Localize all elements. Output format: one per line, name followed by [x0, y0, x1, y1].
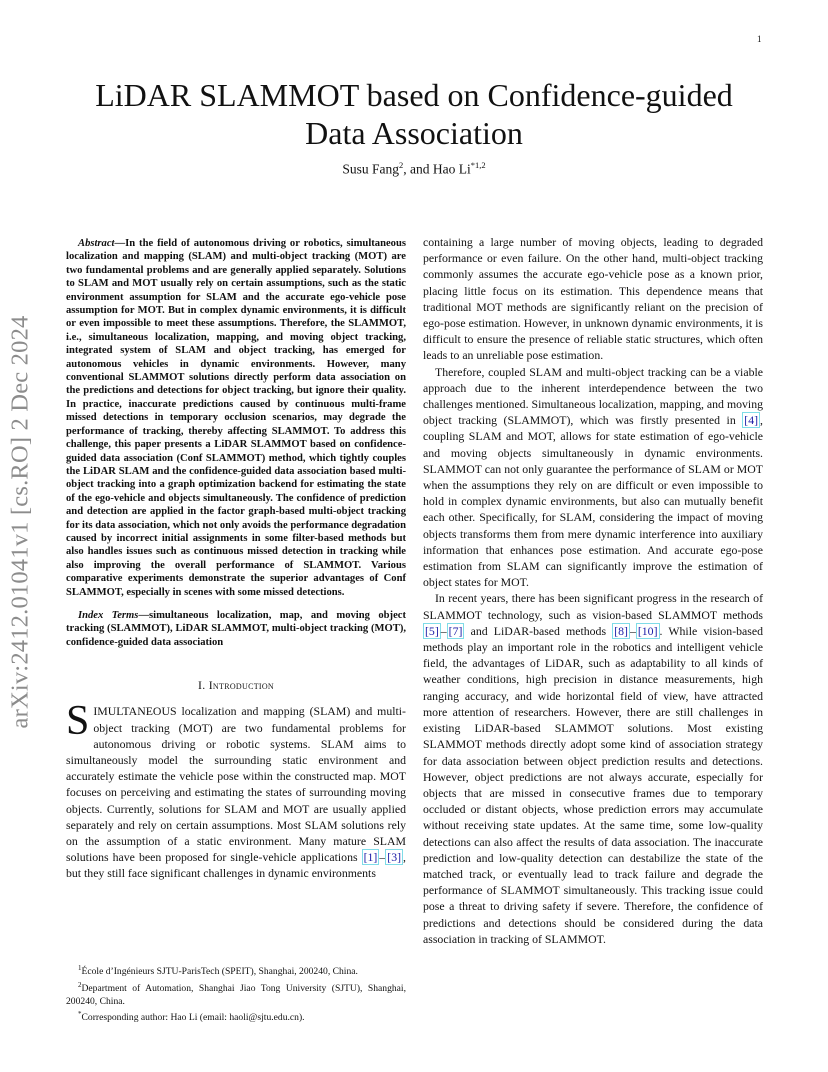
- footnote-3: [66, 1008, 406, 1025]
- arxiv-id-text: arXiv:2412.01041v1 [cs.RO] 2 Dec 2024: [6, 315, 34, 729]
- citation-range-dash: –: [379, 850, 386, 865]
- section-title: Introduction: [208, 678, 275, 693]
- para3-text-b: and LiDAR-based methods: [464, 623, 613, 638]
- footnotes: [66, 962, 406, 1025]
- left-column: [66, 237, 406, 882]
- para2-text-a: Therefore, coupled SLAM and multi-object tracking can be a viable approach due to the inherent interdependence between the two challenges mentioned. Simultaneous localization, mapping, and moving object tracking (SLAMMOT), which was firstly presented in: [423, 364, 763, 428]
- citation-link[interactable]: [8]: [614, 623, 628, 638]
- footnote-2-mark: 2: [78, 980, 82, 989]
- authors: [0, 160, 828, 178]
- author-1-affiliation: 2: [399, 160, 404, 170]
- title-line-1: LiDAR SLAMMOT based on Confidence-guided: [95, 77, 733, 113]
- title-line-2: Data Association: [305, 115, 523, 151]
- right-column: [423, 234, 763, 947]
- para3-text-a: In recent years, there has been significant progress in the research of SLAMMOT technology, such as vision-based SLAMMOT methods: [423, 591, 763, 622]
- footnote-2: [66, 979, 406, 1008]
- body-paragraph-continued: containing a large number of moving objects, leading to degraded performance or even failure. On the other hand, multi-object tracking commonly assumes the accurate ego-vehicle pose as a known prior, placing little focus on its estimation. This dependence means that traditional MOT methods are significantly reliant on the precision of ego-pose estimation. However, in unknown dynamic environments, it is difficult to ensure the presence of reliable static structures, which often leads to an unreliable pose estimation.: [423, 235, 763, 363]
- abstract: [66, 237, 406, 599]
- footnote-3-text: Corresponding author: Hao Li (email: haoli@sjtu.edu.cn).: [81, 1012, 305, 1024]
- abstract-text: —In the field of autonomous driving or robotics, simultaneous localization and mapping (SLAM) and multi-object tracking (MOT) are two fundamental problems and are generally applied separately. Solutions to SLAM and MOT usually rely on certain assumptions, such as the static environment assumption for SLAM and the accurate ego-vehicle pose assumption for MOT. But in complex dynamic environments, it is difficult or even impossible to meet these assumptions. Therefore, the SLAMMOT, i.e., simultaneous localization, mapping, and moving object tracking, integrated system of SLAM and object tracking, has emerged for autonomous vehicles in dynamic environments. However, many conventional SLAMMOT solutions directly perform data association on the predictions and detections for object tracking, but ignore their quality. In practice, inaccurate predictions caused by continuous multi-frame missed detections in temporary occlusion scenarios, may degrade the performance of tracking, thereby affecting SLAMMOT. To address this challenge, this paper presents a LiDAR SLAMMOT based on confidence-guided data association (Conf SLAMMOT) method, which tightly couples the LiDAR SLAM and the confidence-guided data association based multi-object tracking into a graph optimization backend for estimating the state of the ego-vehicle and objects simultaneously. The confidence of prediction and detection are applied in the factor graph-based multi-object tracking for its data association, which not only avoids the performance degradation caused by incorrect initial assignments in some filter-based methods but also handles issues such as continuous missed detection in tracking while also improving the overall performance of SLAMMOT. Various comparative experiments demonstrate the superior advantages of Conf SLAMMOT, especially in scenes with some missed detections.: [66, 238, 406, 598]
- para2-text-b: , coupling SLAM and MOT, allows for state estimation of ego-vehicle and moving objects simultaneously in dynamic environments. SLAMMOT can not only guarantee the performance of SLAM or MOT when the assumptions they rely on are difficult or even impossible to hold in complex dynamic environments, but also can mutually benefit each other. Specifically, for SLAM, considering the impact of moving objects transforms them from mere dynamic interference into auxiliary information that enhances pose estimation. And accurate ego-pose estimation from SLAM can significantly improve the estimation of object states for MOT.: [423, 413, 763, 590]
- section-heading: [66, 677, 406, 693]
- drop-cap: S: [66, 698, 90, 745]
- index-terms: [66, 609, 406, 649]
- index-terms-lead: Index Terms: [78, 609, 139, 621]
- abstract-lead: Abstract: [78, 238, 115, 249]
- citation-range-dash: –: [629, 623, 636, 638]
- index-terms-text: —simultaneous localization, map, and moving object tracking (SLAMMOT), LiDAR SLAMMOT, multi-object tracking (MOT), confidence-guided data association: [66, 609, 406, 648]
- footnote-1: [66, 962, 406, 979]
- citation-link[interactable]: [4]: [744, 413, 759, 428]
- author-separator: , and: [403, 161, 433, 177]
- citation-link[interactable]: [3]: [387, 850, 402, 865]
- section-number: I.: [197, 678, 209, 693]
- intro-text-a: IMULTANEOUS localization and mapping (SLAM) and multi-object tracking (MOT) are two fundamental problems for autonomous driving or robotic systems. SLAM aims to simultaneously model the surrounding static environment and accurately estimate the vehicle pose within the constructed map. MOT focuses on perceiving and estimating the states of surrounding moving objects. Currently, solutions for SLAM and MOT are usually applied separately and rely on certain assumptions. Most SLAM solutions rely on the assumption of a static environment. Many mature SLAM solutions have been proposed for single-vehicle applications: [66, 704, 406, 865]
- page-number: 1: [757, 34, 762, 44]
- body-paragraph-2: [423, 364, 763, 591]
- paper-title: [0, 76, 828, 152]
- citation-link[interactable]: [5]: [425, 623, 439, 638]
- footnote-1-text: École d’Ingénieurs SJTU-ParisTech (SPEIT), Shanghai, 200240, China.: [81, 966, 358, 978]
- author-2-affiliation: *1,2: [470, 160, 486, 170]
- author-1-name: Susu Fang: [342, 161, 399, 177]
- citation-link[interactable]: [10]: [637, 623, 658, 638]
- para3-text-c: . While vision-based methods play an important role in the robotics and intelligent vehicle field, the advantages of LiDAR, such as adaptability to all kinds of weather conditions, high precision in distance measurements, high ranging accuracy, and wide horizontal field of view, have attracted more attention of researchers. However, there are still challenges in existing LiDAR-based SLAMMOT solutions. Most existing SLAMMOT methods directly adopt some kind of association strategy for data association between object prediction results and detections. However, object predictions are not always accurate, especially for objects that are missed in consecutive frames due to temporary occluded or distant objects, whose prediction errors may accumulate without receiving state updates. At the same time, some low-quality detections can also affect the results of data association. The inaccurate prediction and low-quality detection can destabilize the state of the matched track, or eventually lead to track failure and degrade the performance of SLAMMOT simultaneously. This tracking issue could pose a threat to driving safety if severe. Therefore, the confidence of predictions and detections should be considered during the data association in tracking of SLAMMOT.: [423, 623, 763, 946]
- arxiv-identifier: [2, 292, 38, 752]
- author-2-name: Hao Li: [432, 161, 471, 177]
- citation-link[interactable]: [1]: [363, 850, 378, 865]
- footnote-3-mark: *: [78, 1010, 82, 1019]
- body-paragraph-3: [423, 590, 763, 946]
- intro-text-b: , but they still face significant challenges in dynamic environments: [66, 850, 406, 881]
- intro-paragraph-1: [66, 698, 406, 881]
- citation-range-dash: –: [440, 623, 447, 638]
- citation-link[interactable]: [7]: [448, 623, 463, 638]
- footnote-2-text: Department of Automation, Shanghai Jiao Tong University (SJTU), Shanghai, 200240, China.: [66, 982, 406, 1007]
- footnote-1-mark: 1: [78, 964, 82, 972]
